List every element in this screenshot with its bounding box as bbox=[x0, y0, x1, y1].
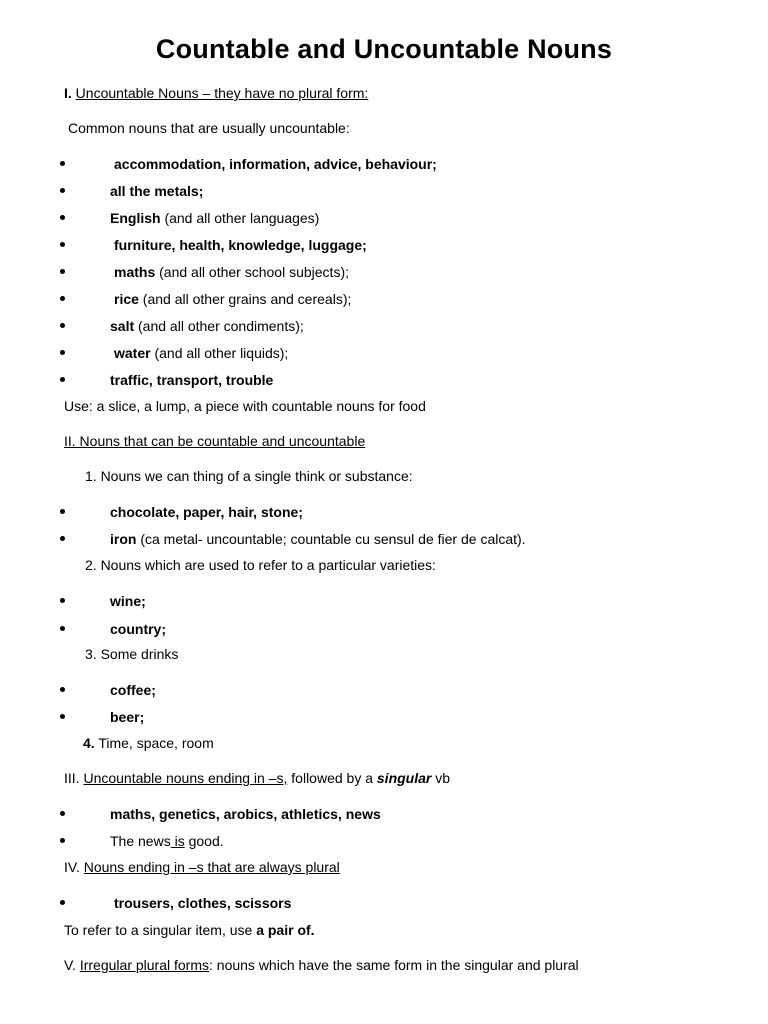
item-rest: (ca metal- uncountable; countable cu sensul de fier de calcat). bbox=[136, 531, 526, 547]
bullet-icon bbox=[60, 350, 65, 355]
section-4-heading bbox=[64, 858, 340, 876]
item-bold: traffic, transport, trouble bbox=[110, 372, 274, 388]
item-bold: furniture, health, knowledge, luggage; bbox=[114, 237, 367, 253]
subsection-3: 3. Some drinks bbox=[85, 646, 179, 662]
pair-of-note bbox=[64, 921, 315, 939]
item-rest: (and all other school subjects); bbox=[155, 264, 349, 280]
section-4-title: Nouns ending in –s that are always plural bbox=[83, 859, 340, 875]
bullet-icon bbox=[60, 296, 65, 301]
bullet-icon bbox=[60, 838, 65, 843]
bullet-icon bbox=[60, 536, 65, 541]
bullet-icon bbox=[60, 215, 65, 220]
section-1-heading bbox=[64, 84, 368, 102]
item-bold: English bbox=[110, 210, 161, 226]
item-bold: coffee; bbox=[110, 682, 156, 698]
bullet-icon bbox=[60, 900, 65, 905]
section-5-number: V. bbox=[64, 957, 80, 973]
item-bold: chocolate, paper, hair, stone; bbox=[110, 504, 303, 520]
example-verb: is bbox=[170, 833, 185, 849]
bullet-icon bbox=[60, 811, 65, 816]
bullet-icon bbox=[60, 242, 65, 247]
bullet-icon bbox=[60, 161, 65, 166]
subsection-4-text: Time, space, room bbox=[94, 735, 214, 751]
bullet-icon bbox=[60, 626, 65, 631]
item-bold: accommodation, information, advice, behaviour; bbox=[114, 156, 437, 172]
item-bold: beer; bbox=[110, 709, 145, 725]
subsection-1: 1. Nouns we can thing of a single think or substance: bbox=[85, 468, 413, 484]
note-bold: a pair of. bbox=[256, 922, 315, 938]
section-2-heading: II. Nouns that can be countable and uncountable bbox=[64, 433, 366, 449]
section-3-mid: followed by a bbox=[287, 770, 377, 786]
section-5-rest: : nouns which have the same form in the singular and plural bbox=[209, 957, 579, 973]
item-bold: rice bbox=[114, 291, 139, 307]
section-3-title: Uncountable nouns ending in –s, bbox=[83, 770, 288, 786]
section-3-emphasis: singular bbox=[376, 770, 432, 786]
bullet-icon bbox=[60, 509, 65, 514]
item-bold: wine; bbox=[110, 593, 146, 609]
section-1-title: Uncountable Nouns – they have no plural form: bbox=[75, 85, 369, 101]
item-bold: maths bbox=[114, 264, 156, 280]
item-bold: water bbox=[114, 345, 151, 361]
example-post: good. bbox=[184, 833, 224, 849]
page-title: Countable and Uncountable Nouns bbox=[155, 34, 613, 64]
item-rest: (and all other condiments); bbox=[134, 318, 304, 334]
item-bold: country; bbox=[110, 621, 166, 637]
note-pre: To refer to a singular item, use bbox=[64, 922, 257, 938]
section-4-number: IV. bbox=[64, 859, 84, 875]
section-3-number: III. bbox=[64, 770, 84, 786]
section-3-end: vb bbox=[431, 770, 451, 786]
bullet-icon bbox=[60, 598, 65, 603]
section-3-heading bbox=[64, 769, 450, 787]
bullet-icon bbox=[60, 714, 65, 719]
item-bold: maths, genetics, arobics, athletics, news bbox=[110, 806, 381, 822]
item-bold: iron bbox=[110, 531, 137, 547]
bullet-icon bbox=[60, 323, 65, 328]
section-5-heading bbox=[64, 956, 579, 974]
section-1-number: I. bbox=[64, 85, 72, 101]
item-bold: all the metals; bbox=[110, 183, 204, 199]
item-rest: (and all other liquids); bbox=[150, 345, 289, 361]
bullet-icon bbox=[60, 269, 65, 274]
use-note: Use: a slice, a lump, a piece with countable nouns for food bbox=[64, 398, 426, 414]
subsection-4 bbox=[83, 734, 214, 752]
subsection-2: 2. Nouns which are used to refer to a particular varieties: bbox=[85, 557, 436, 573]
section-1-intro: Common nouns that are usually uncountable: bbox=[68, 120, 350, 136]
subsection-4-number: 4. bbox=[83, 735, 95, 751]
section-5-title: Irregular plural forms bbox=[79, 957, 209, 973]
item-rest: (and all other languages) bbox=[160, 210, 320, 226]
example-pre: The news bbox=[110, 833, 171, 849]
item-bold: trousers, clothes, scissors bbox=[114, 895, 292, 911]
bullet-icon bbox=[60, 687, 65, 692]
item-rest: (and all other grains and cereals); bbox=[138, 291, 352, 307]
bullet-icon bbox=[60, 188, 65, 193]
bullet-icon bbox=[60, 377, 65, 382]
item-bold: salt bbox=[110, 318, 135, 334]
